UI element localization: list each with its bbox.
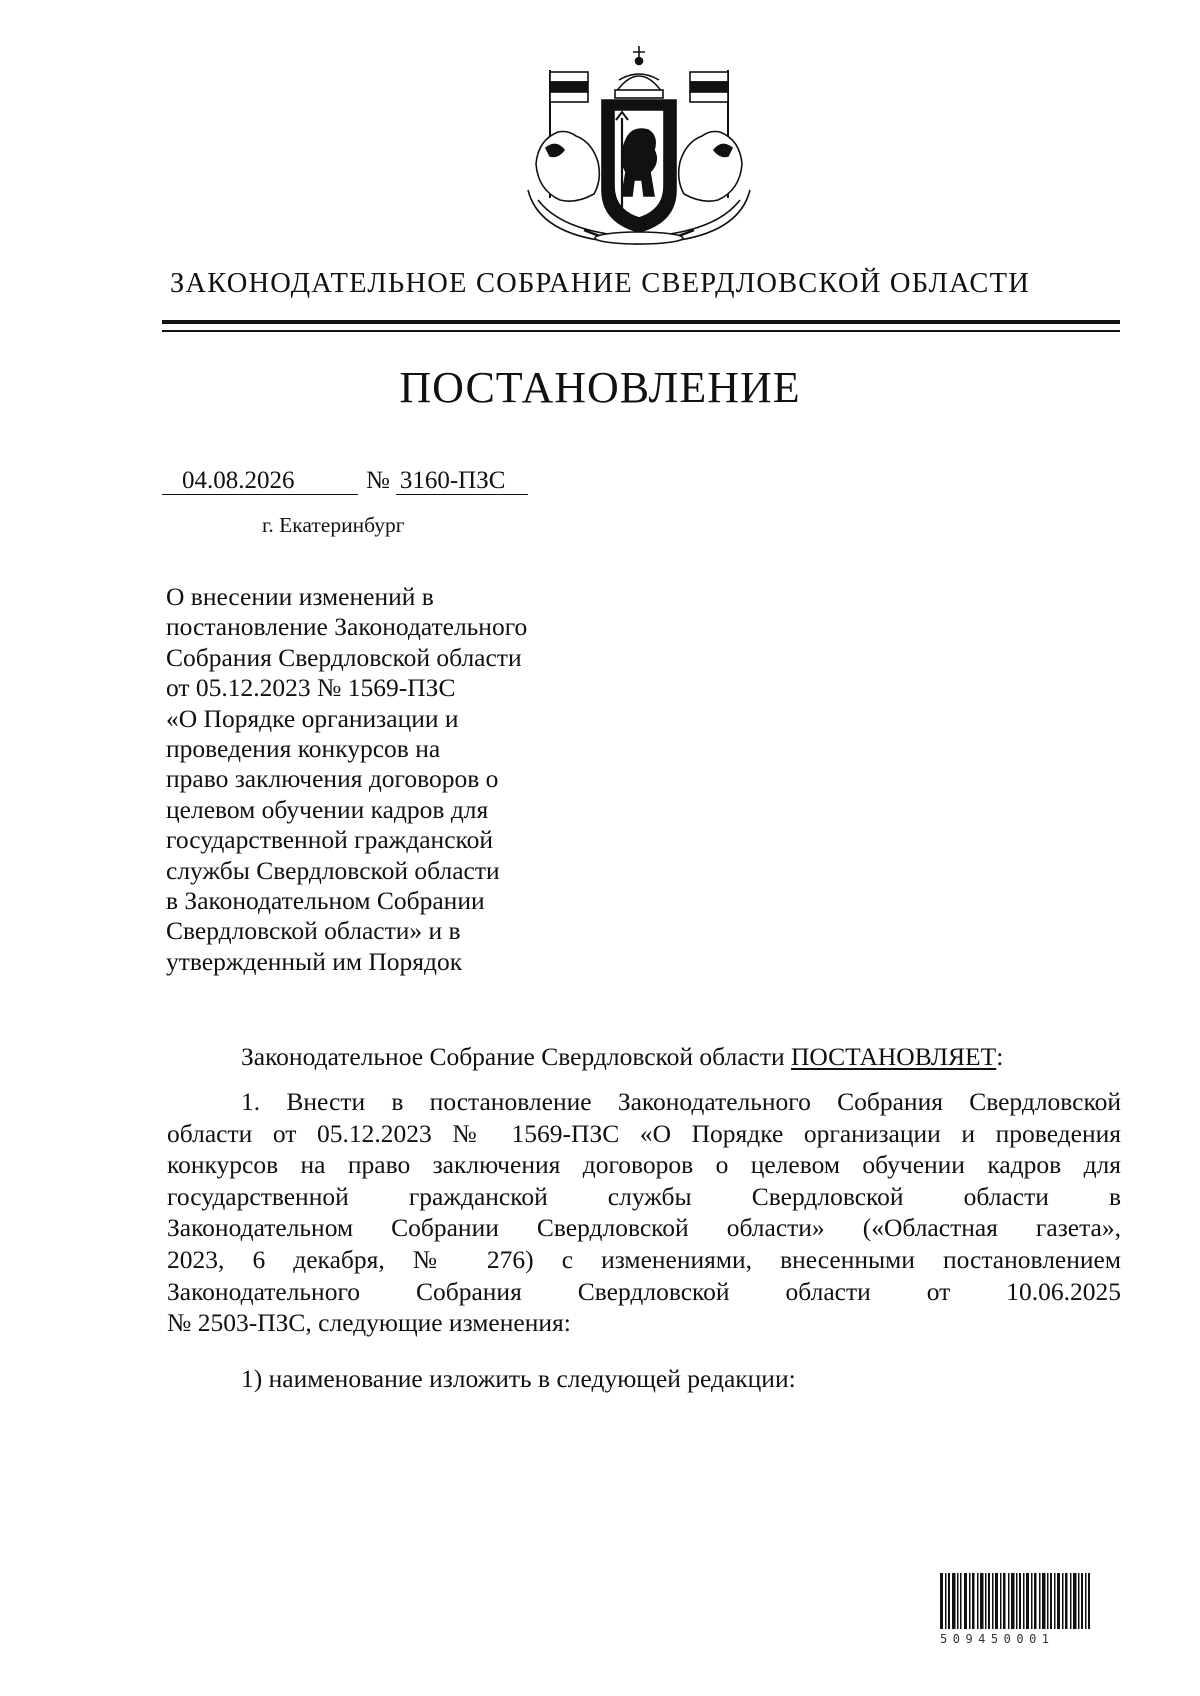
preamble-paragraph	[167, 1042, 1121, 1072]
paragraph-1-line: 2023, 6 декабря, № 276) с изменениями, внесенными постановлением	[167, 1244, 1121, 1274]
barcode-icon	[940, 1573, 1090, 1629]
subject-line: проведения конкурсов на	[166, 734, 441, 764]
number-sign: №	[366, 467, 390, 494]
paragraph-1-line: Законодательного Собрания Свердловской области от 10.06.2025	[167, 1276, 1121, 1306]
paragraph-1-line: государственной гражданской службы Свердловской области в	[167, 1181, 1121, 1211]
subject-line: целевом обучении кадров для	[166, 794, 489, 824]
paragraph-1-line: 1. Внести в постановление Законодательного Собрания Свердловской	[241, 1087, 1121, 1116]
subject-line: службы Свердловской области	[166, 855, 500, 885]
subject-line: О внесении изменений в	[166, 582, 434, 611]
document-number: 3160-ПЗС	[396, 467, 528, 495]
preamble-text: Законодательное Собрание Свердловской области	[241, 1042, 792, 1071]
subject-line: в Законодательном Собрании	[166, 886, 485, 916]
header-divider-thin	[162, 330, 1120, 332]
resolves-keyword: ПОСТАНОВЛЯЕТ	[791, 1042, 997, 1071]
subject-line: от 05.12.2023 № 1569-ПЗС	[166, 673, 456, 703]
subject-line: постановление Законодательного	[166, 612, 528, 642]
subject-line: утвержденный им Порядок	[166, 946, 463, 976]
header-divider-thick	[162, 320, 1120, 324]
paragraph-1-line: Законодательном Собрании Свердловской области» («Областная газета»,	[167, 1213, 1121, 1243]
barcode-number: 509450001	[940, 1632, 1055, 1646]
subject-line: государственной гражданской	[166, 825, 494, 855]
organization-title: ЗАКОНОДАТЕЛЬНОЕ СОБРАНИЕ СВЕРДЛОВСКОЙ ОБЛАСТИ	[169, 268, 1031, 299]
paragraph-1-line: № 2503-ПЗС, следующие изменения:	[167, 1308, 571, 1338]
coat-of-arms-icon	[498, 40, 780, 252]
paragraph-1	[167, 1086, 1121, 1339]
document-subject	[166, 582, 596, 977]
subject-line: «О Порядке организации и	[166, 703, 459, 733]
subject-line: Собрания Свердловской области	[166, 642, 522, 672]
paragraph-1-line: конкурсов на право заключения договоров о целевом обучении кадров для	[167, 1150, 1121, 1180]
document-type-heading: ПОСТАНОВЛЕНИЕ	[399, 363, 801, 412]
document-date: 04.08.2026	[162, 467, 358, 495]
date-number-line	[162, 467, 528, 495]
paragraph-2: 1) наименование изложить в следующей редакции:	[241, 1364, 796, 1393]
city-label: г. Екатеринбург	[262, 513, 405, 537]
subject-line: Свердловской области» и в	[166, 916, 461, 946]
paragraph-1-line: области от 05.12.2023 № 1569-ПЗС «О Порядке организации и проведения	[167, 1118, 1121, 1148]
subject-line: право заключения договоров о	[166, 764, 499, 794]
preamble-colon: :	[996, 1042, 1004, 1071]
